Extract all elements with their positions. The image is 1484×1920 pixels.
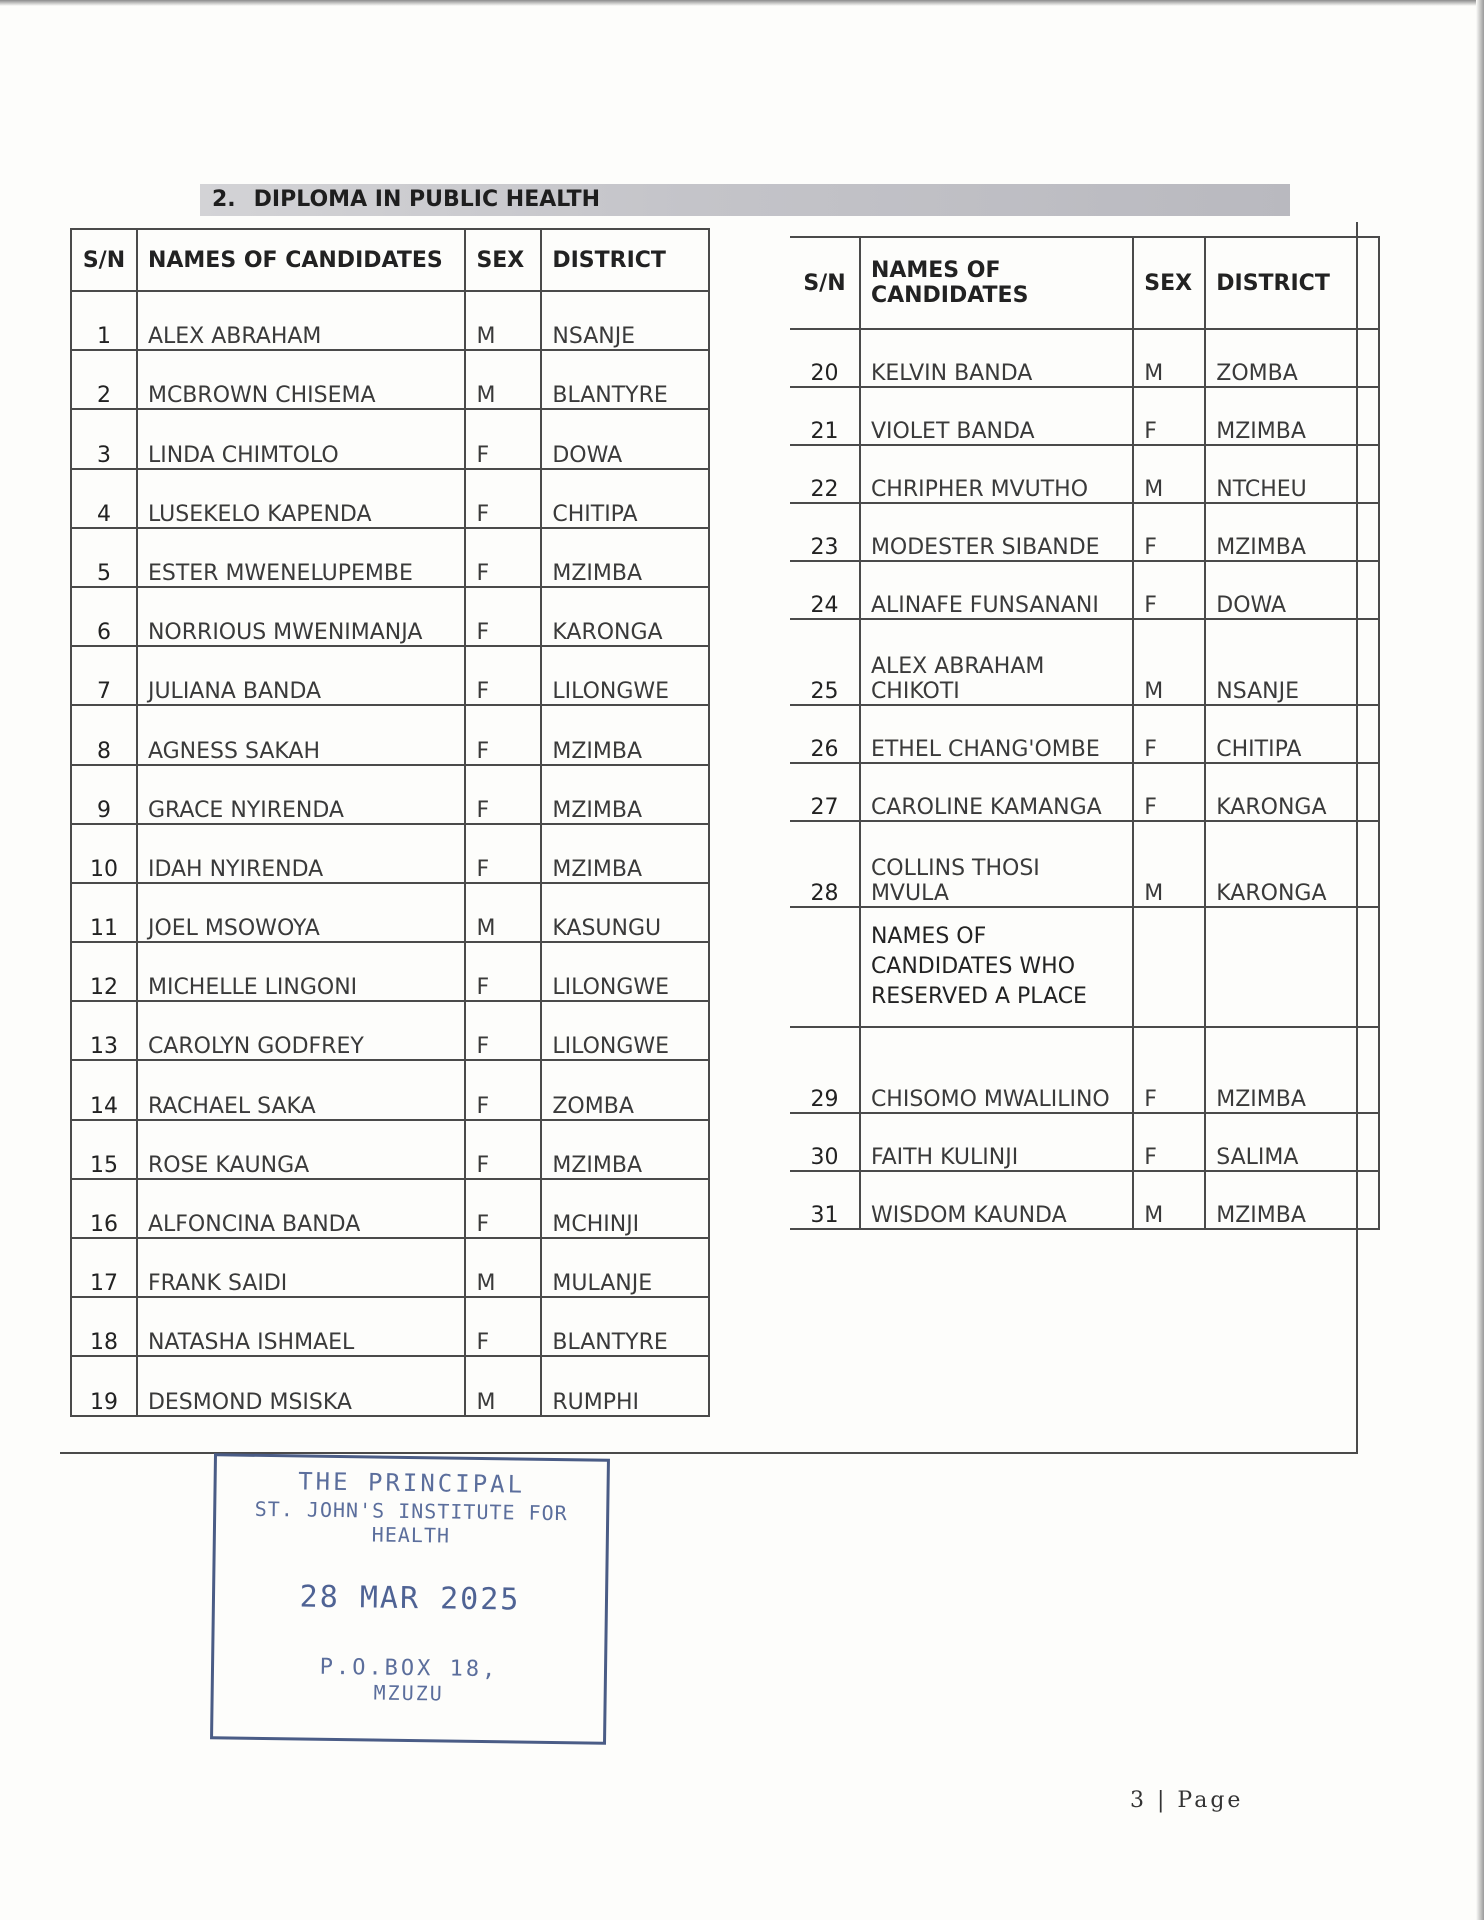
cell-name: GRACE NYIRENDA bbox=[137, 765, 465, 824]
cell-sn: 10 bbox=[71, 824, 137, 883]
cell-sn: 22 bbox=[790, 445, 860, 503]
header-sex: SEX bbox=[465, 229, 541, 291]
cell-sn: 9 bbox=[71, 765, 137, 824]
cell-empty bbox=[790, 907, 860, 1027]
cell-empty bbox=[1133, 907, 1205, 1027]
table-header-row bbox=[790, 237, 1379, 329]
cell-sex: F bbox=[1133, 705, 1205, 763]
table-row bbox=[71, 765, 709, 824]
cell-district: LILONGWE bbox=[541, 942, 709, 1001]
section-number: 2. bbox=[212, 187, 236, 212]
table-row bbox=[71, 646, 709, 705]
cell-sn: 5 bbox=[71, 528, 137, 587]
cell-sex: F bbox=[465, 1297, 541, 1356]
cell-sn: 6 bbox=[71, 587, 137, 646]
table-row bbox=[790, 503, 1379, 561]
table-row bbox=[790, 561, 1379, 619]
cell-name: CAROLYN GODFREY bbox=[137, 1001, 465, 1060]
scan-edge-top bbox=[0, 0, 1484, 6]
table-row bbox=[71, 824, 709, 883]
cell-district: RUMPHI bbox=[541, 1356, 709, 1415]
header-district: DISTRICT bbox=[541, 229, 709, 291]
cell-sn: 29 bbox=[790, 1027, 860, 1113]
cell-district: MZIMBA bbox=[1205, 1027, 1379, 1113]
cell-sex: M bbox=[465, 1238, 541, 1297]
cell-sn: 26 bbox=[790, 705, 860, 763]
cell-sn: 7 bbox=[71, 646, 137, 705]
section-heading bbox=[200, 184, 1290, 216]
table-row bbox=[71, 942, 709, 1001]
reserved-section-row bbox=[790, 907, 1379, 1027]
cell-district: MZIMBA bbox=[541, 528, 709, 587]
cell-sex: F bbox=[465, 705, 541, 764]
cell-sex: M bbox=[1133, 445, 1205, 503]
table-row bbox=[71, 1060, 709, 1119]
cell-name: ESTER MWENELUPEMBE bbox=[137, 528, 465, 587]
cell-sex: F bbox=[1133, 387, 1205, 445]
table-row bbox=[71, 350, 709, 409]
cell-sn: 16 bbox=[71, 1179, 137, 1238]
table-row bbox=[71, 1120, 709, 1179]
table-row bbox=[71, 1179, 709, 1238]
cell-name: LUSEKELO KAPENDA bbox=[137, 469, 465, 528]
cell-sex: M bbox=[1133, 1171, 1205, 1229]
cell-sex: F bbox=[465, 765, 541, 824]
cell-sex: M bbox=[1133, 821, 1205, 907]
cell-sex: F bbox=[1133, 763, 1205, 821]
cell-name: ALFONCINA BANDA bbox=[137, 1179, 465, 1238]
cell-name: KELVIN BANDA bbox=[860, 329, 1133, 387]
cell-district: NSANJE bbox=[541, 291, 709, 350]
header-name: NAMES OF CANDIDATES bbox=[860, 237, 1133, 329]
cell-district: CHITIPA bbox=[541, 469, 709, 528]
cell-sex: F bbox=[1133, 1113, 1205, 1171]
cell-sex: F bbox=[465, 1001, 541, 1060]
cell-sn: 19 bbox=[71, 1356, 137, 1415]
table-row bbox=[790, 763, 1379, 821]
cell-sn: 30 bbox=[790, 1113, 860, 1171]
cell-sn: 13 bbox=[71, 1001, 137, 1060]
left-table-body bbox=[71, 291, 709, 1416]
table-row bbox=[790, 1171, 1379, 1229]
cell-district: MULANJE bbox=[541, 1238, 709, 1297]
right-table-body bbox=[790, 237, 1379, 1229]
stamp-line-2: ST. JOHN'S INSTITUTE FOR HEALTH bbox=[254, 1496, 568, 1548]
candidates-table-left bbox=[70, 228, 710, 1417]
cell-sn: 28 bbox=[790, 821, 860, 907]
cell-name: ETHEL CHANG'OMBE bbox=[860, 705, 1133, 763]
cell-sex: F bbox=[465, 1060, 541, 1119]
cell-district: MZIMBA bbox=[1205, 503, 1379, 561]
cell-sex: F bbox=[465, 1120, 541, 1179]
cell-district: ZOMBA bbox=[1205, 329, 1379, 387]
cell-sn: 1 bbox=[71, 291, 137, 350]
cell-district: MZIMBA bbox=[541, 705, 709, 764]
cell-sn: 8 bbox=[71, 705, 137, 764]
cell-sex: F bbox=[465, 469, 541, 528]
cell-sn: 12 bbox=[71, 942, 137, 1001]
header-sn: S/N bbox=[790, 237, 860, 329]
table-row bbox=[790, 329, 1379, 387]
cell-sn: 31 bbox=[790, 1171, 860, 1229]
cell-sex: M bbox=[465, 291, 541, 350]
cell-sn: 21 bbox=[790, 387, 860, 445]
cell-name: NORRIOUS MWENIMANJA bbox=[137, 587, 465, 646]
cell-district: DOWA bbox=[541, 409, 709, 468]
cell-district: CHITIPA bbox=[1205, 705, 1379, 763]
cell-district: KARONGA bbox=[1205, 821, 1379, 907]
cell-sn: 23 bbox=[790, 503, 860, 561]
cell-district: MZIMBA bbox=[541, 824, 709, 883]
table-row bbox=[790, 1113, 1379, 1171]
stamp-line-1: THE PRINCIPAL bbox=[298, 1467, 526, 1499]
cell-sex: F bbox=[1133, 1027, 1205, 1113]
cell-name: JOEL MSOWOYA bbox=[137, 883, 465, 942]
cell-sex: F bbox=[1133, 561, 1205, 619]
table-row bbox=[71, 1001, 709, 1060]
cell-district: MZIMBA bbox=[1205, 1171, 1379, 1229]
cell-sex: F bbox=[1133, 503, 1205, 561]
table-row bbox=[71, 587, 709, 646]
cell-sn: 2 bbox=[71, 350, 137, 409]
table-row bbox=[71, 1238, 709, 1297]
table-row bbox=[790, 821, 1379, 907]
cell-sex: M bbox=[1133, 619, 1205, 705]
cell-district: LILONGWE bbox=[541, 646, 709, 705]
cell-district: MZIMBA bbox=[541, 765, 709, 824]
cell-name: DESMOND MSISKA bbox=[137, 1356, 465, 1415]
cell-sex: F bbox=[465, 824, 541, 883]
cell-district: KASUNGU bbox=[541, 883, 709, 942]
table-header-row bbox=[71, 229, 709, 291]
table-row bbox=[71, 1297, 709, 1356]
cell-name: CHRIPHER MVUTHO bbox=[860, 445, 1133, 503]
official-stamp bbox=[210, 1453, 610, 1745]
cell-sex: F bbox=[465, 409, 541, 468]
cell-sn: 17 bbox=[71, 1238, 137, 1297]
stamp-box: P.O.BOX 18, bbox=[319, 1654, 499, 1683]
cell-name: ALEX ABRAHAM bbox=[137, 291, 465, 350]
candidates-table-right bbox=[790, 236, 1380, 1230]
cell-name: NATASHA ISHMAEL bbox=[137, 1297, 465, 1356]
table-row bbox=[71, 883, 709, 942]
cell-sex: M bbox=[465, 350, 541, 409]
table-row bbox=[790, 1027, 1379, 1113]
reserved-section-label: NAMES OF CANDIDATES WHO RESERVED A PLACE bbox=[860, 907, 1133, 1027]
cell-district: LILONGWE bbox=[541, 1001, 709, 1060]
cell-sn: 25 bbox=[790, 619, 860, 705]
cell-name: RACHAEL SAKA bbox=[137, 1060, 465, 1119]
cell-sn: 14 bbox=[71, 1060, 137, 1119]
cell-sex: F bbox=[465, 646, 541, 705]
cell-name: VIOLET BANDA bbox=[860, 387, 1133, 445]
cell-sn: 24 bbox=[790, 561, 860, 619]
cell-name: ALEX ABRAHAM CHIKOTI bbox=[860, 619, 1133, 705]
cell-name: AGNESS SAKAH bbox=[137, 705, 465, 764]
stamp-city: MZUZU bbox=[373, 1680, 444, 1706]
table-row bbox=[71, 705, 709, 764]
cell-district: MZIMBA bbox=[1205, 387, 1379, 445]
cell-district: ZOMBA bbox=[541, 1060, 709, 1119]
cell-sn: 11 bbox=[71, 883, 137, 942]
stamp-date: 28 MAR 2025 bbox=[299, 1579, 521, 1618]
cell-sex: F bbox=[465, 942, 541, 1001]
cell-district: KARONGA bbox=[1205, 763, 1379, 821]
cell-name: ALINAFE FUNSANANI bbox=[860, 561, 1133, 619]
header-sex: SEX bbox=[1133, 237, 1205, 329]
cell-district: DOWA bbox=[1205, 561, 1379, 619]
table-row bbox=[71, 528, 709, 587]
cell-sn: 15 bbox=[71, 1120, 137, 1179]
cell-district: SALIMA bbox=[1205, 1113, 1379, 1171]
cell-name: MCBROWN CHISEMA bbox=[137, 350, 465, 409]
cell-name: LINDA CHIMTOLO bbox=[137, 409, 465, 468]
cell-name: FAITH KULINJI bbox=[860, 1113, 1133, 1171]
table-row bbox=[790, 705, 1379, 763]
table-row bbox=[71, 1356, 709, 1415]
cell-name: CAROLINE KAMANGA bbox=[860, 763, 1133, 821]
cell-name: FRANK SAIDI bbox=[137, 1238, 465, 1297]
cell-sex: M bbox=[465, 883, 541, 942]
cell-district: MZIMBA bbox=[541, 1120, 709, 1179]
cell-sex: M bbox=[1133, 329, 1205, 387]
table-row bbox=[71, 291, 709, 350]
cell-district: NTCHEU bbox=[1205, 445, 1379, 503]
cell-name: IDAH NYIRENDA bbox=[137, 824, 465, 883]
cell-district: BLANTYRE bbox=[541, 350, 709, 409]
cell-sn: 18 bbox=[71, 1297, 137, 1356]
cell-sn: 3 bbox=[71, 409, 137, 468]
section-title: DIPLOMA IN PUBLIC HEALTH bbox=[253, 187, 601, 212]
header-district: DISTRICT bbox=[1205, 237, 1379, 329]
cell-name: WISDOM KAUNDA bbox=[860, 1171, 1133, 1229]
cell-name: MICHELLE LINGONI bbox=[137, 942, 465, 1001]
header-sn: S/N bbox=[71, 229, 137, 291]
cell-name: COLLINS THOSI MVULA bbox=[860, 821, 1133, 907]
cell-district: KARONGA bbox=[541, 587, 709, 646]
cell-district: BLANTYRE bbox=[541, 1297, 709, 1356]
cell-sn: 4 bbox=[71, 469, 137, 528]
cell-name: JULIANA BANDA bbox=[137, 646, 465, 705]
cell-sn: 27 bbox=[790, 763, 860, 821]
cell-sex: M bbox=[465, 1356, 541, 1415]
cell-sex: F bbox=[465, 587, 541, 646]
cell-name: ROSE KAUNGA bbox=[137, 1120, 465, 1179]
cell-sex: F bbox=[465, 528, 541, 587]
cell-district: MCHINJI bbox=[541, 1179, 709, 1238]
table-row bbox=[71, 469, 709, 528]
cell-name: CHISOMO MWALILINO bbox=[860, 1027, 1133, 1113]
cell-sex: F bbox=[465, 1179, 541, 1238]
table-row bbox=[790, 445, 1379, 503]
cell-sn: 20 bbox=[790, 329, 860, 387]
page-number: 3 | Page bbox=[1130, 1788, 1244, 1813]
header-name: NAMES OF CANDIDATES bbox=[137, 229, 465, 291]
scan-edge-right bbox=[1476, 0, 1484, 1920]
table-row bbox=[790, 387, 1379, 445]
cell-name: MODESTER SIBANDE bbox=[860, 503, 1133, 561]
cell-district: NSANJE bbox=[1205, 619, 1379, 705]
cell-empty bbox=[1205, 907, 1379, 1027]
table-row bbox=[71, 409, 709, 468]
table-row bbox=[790, 619, 1379, 705]
